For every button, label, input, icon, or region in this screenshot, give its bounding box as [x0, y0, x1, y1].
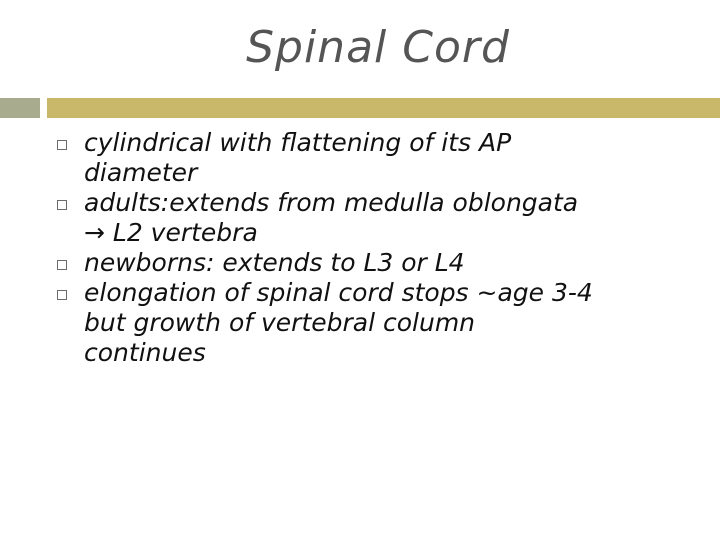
square-bullet-icon [57, 140, 67, 150]
bullet-line: newborns: extends to L3 or L4 [84, 248, 465, 277]
slide-title: Spinal Cord [246, 22, 510, 73]
square-bullet-icon [57, 260, 67, 270]
bullet-line: → L2 vertebra [84, 218, 258, 247]
square-bullet-icon [57, 200, 67, 210]
bullet-item [62, 128, 712, 188]
bullet-line: adults:extends from medulla oblongata [84, 188, 579, 217]
bullet-line: continues [84, 338, 206, 367]
bullet-line: but growth of vertebral column [84, 308, 476, 337]
square-bullet-icon [57, 290, 67, 300]
bullet-line: diameter [84, 158, 198, 187]
bullet-list [62, 128, 712, 368]
accent-bar-left [0, 98, 40, 118]
accent-bar-right [47, 98, 720, 118]
bullet-item [62, 278, 712, 368]
bullet-item [62, 188, 712, 248]
bullet-line: cylindrical with flattening of its AP [84, 128, 512, 157]
bullet-item [62, 248, 712, 278]
bullet-line: elongation of spinal cord stops ~age 3-4 [84, 278, 593, 307]
